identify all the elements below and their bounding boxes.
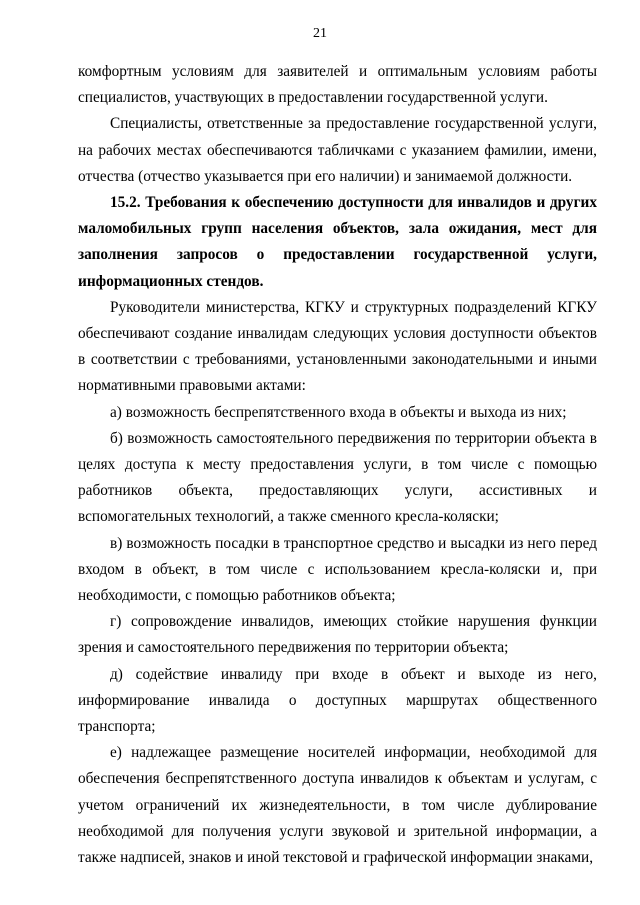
list-item-e: е) надлежащее размещение носителей информации, необходимой для обеспечения беспрепятственного доступа инвалидов к объектам и услугам, с учетом ограничений их жизнедеятельности, в том числе дублирование необходимой для получения услуги звуковой и зрительной информации, а также надписей, знаков и иной текстовой и графической информации знаками, bbox=[78, 744, 597, 867]
paragraph-managers: Руководители министерства, КГКУ и структурных подразделений КГКУ обеспечивают создание инвалидам следующих условия доступности объектов в соответствии с требованиями, установленными законодательными и иными нормативными правовыми актами: bbox=[78, 298, 597, 395]
list-item-v: в) возможность посадки в транспортное средство и высадки из него перед входом в объект, в том числе с использованием кресла-коляски и, при необходимости, с помощью работников объекта; bbox=[78, 534, 597, 605]
list-item-a: а) возможность беспрепятственного входа в объекты и выхода из них; bbox=[110, 403, 567, 421]
paragraph-specialists: Специалисты, ответственные за предоставление государственной услуги, на рабочих местах обеспечиваются табличками с указанием фамилии, имени, отчества (отчество указывается при его наличии) и занимаемой должности. bbox=[78, 115, 597, 185]
list-item-b: б) возможность самостоятельного передвижения по территории объекта в целях доступа к месту предоставления услуги, в том числе с помощью работников объекта, предоставляющих услуги, ассистивных и вспомогательных технологий, а также сменного кресла-коляски; bbox=[78, 429, 597, 526]
paragraph-intro-continuation: комфортным условиям для заявителей и оптимальным условиям работы специалистов, участвующих в предоставлении государственной услуги. bbox=[78, 63, 597, 107]
document-body bbox=[78, 59, 597, 871]
section-heading-15-2: 15.2. Требования к обеспечению доступности для инвалидов и других маломобильных групп населения объектов, зала ожидания, мест для заполнения запросов о предоставлении государственной услуги, информационных стендов. bbox=[78, 194, 597, 290]
list-item-d: д) содействие инвалиду при входе в объект и выходе из него, информирование инвалида о доступных маршрутах общественного транспорта; bbox=[78, 665, 597, 736]
page-number: 21 bbox=[313, 26, 327, 41]
list-item-g: г) сопровождение инвалидов, имеющих стойкие нарушения функции зрения и самостоятельного передвижения по территории объекта; bbox=[78, 613, 597, 657]
